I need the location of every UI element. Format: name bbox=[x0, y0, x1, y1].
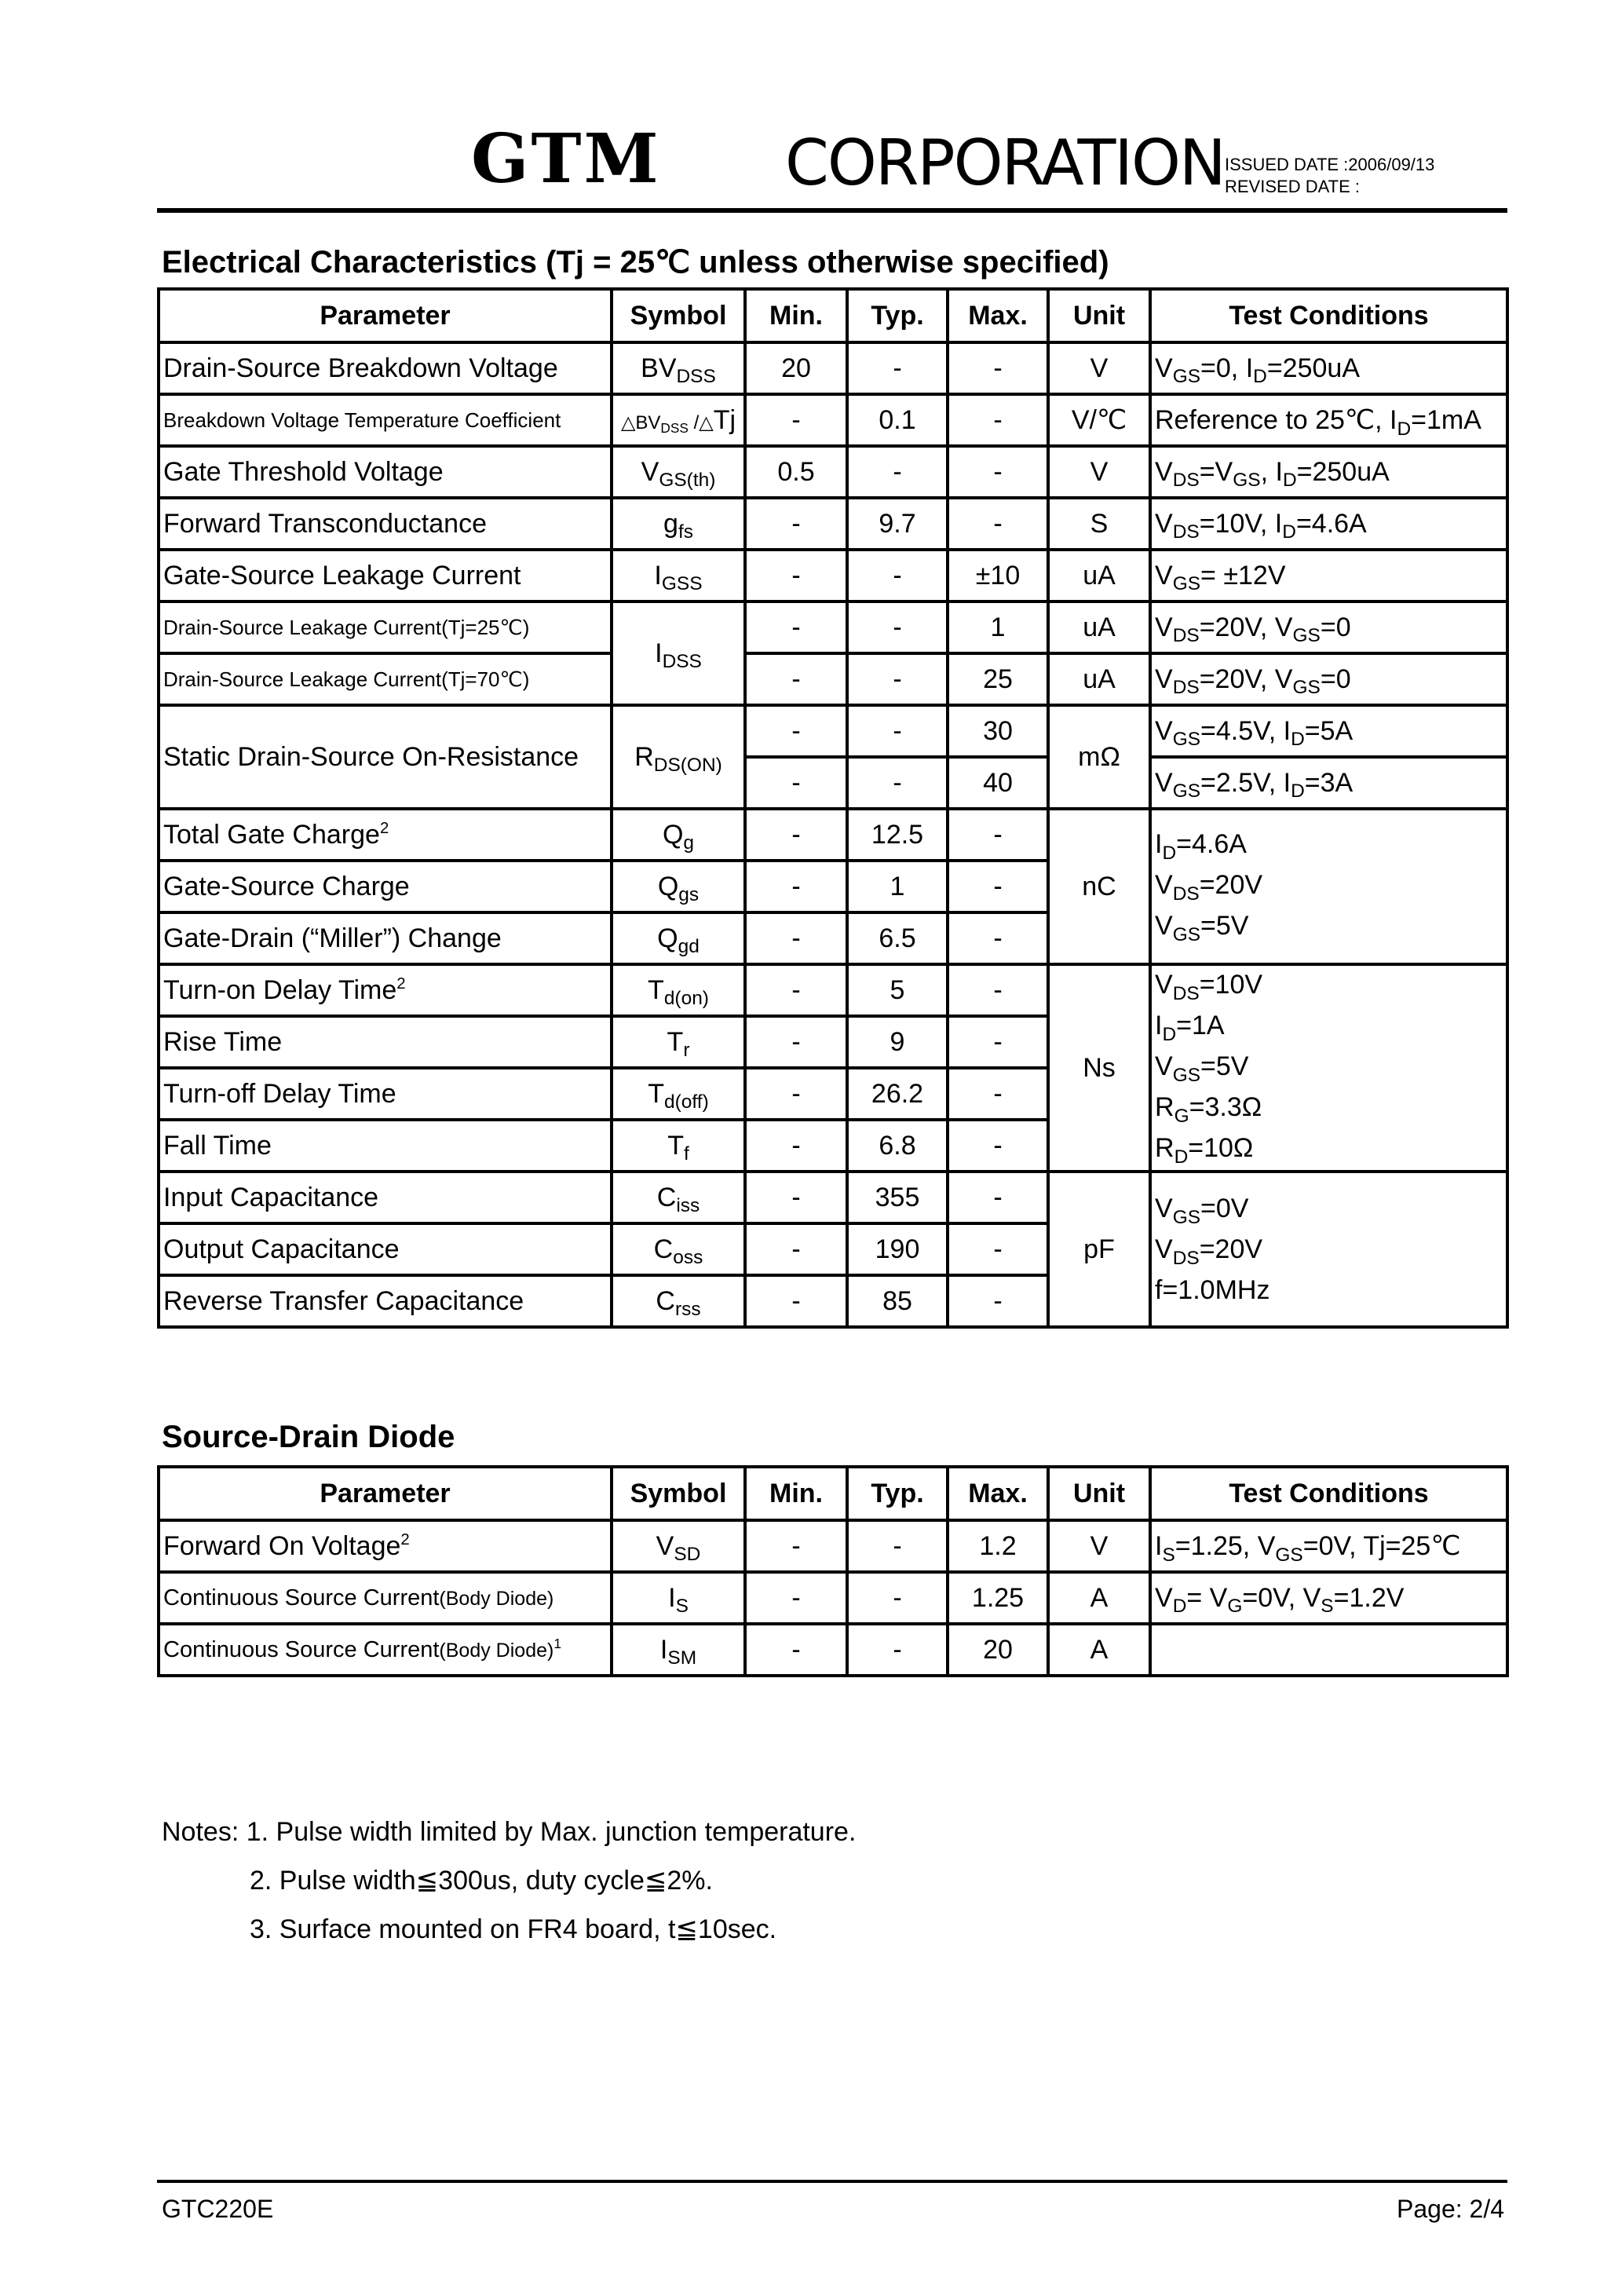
table-row bbox=[159, 446, 1507, 498]
table-header-row bbox=[159, 1467, 1507, 1520]
max-cell: 1 bbox=[948, 601, 1048, 653]
max-cell: ±10 bbox=[948, 550, 1048, 601]
max-cell: 30 bbox=[948, 705, 1048, 757]
unit-cell: V bbox=[1048, 342, 1150, 394]
min-cell: 0.5 bbox=[745, 446, 847, 498]
electrical-characteristics-title: Electrical Characteristics (Tj = 25℃ unless otherwise specified) bbox=[162, 245, 1109, 280]
parameter-note: (Body Diode) bbox=[439, 1639, 554, 1662]
min-cell: - bbox=[745, 1068, 847, 1120]
typ-cell: - bbox=[847, 342, 948, 394]
revised-date: REVISED DATE : bbox=[1225, 177, 1360, 196]
parameter-cell: Forward Transconductance bbox=[159, 498, 612, 550]
typ-cell: 85 bbox=[847, 1275, 948, 1327]
unit-cell: Ns bbox=[1048, 964, 1150, 1172]
typ-cell: 190 bbox=[847, 1223, 948, 1275]
unit-cell: uA bbox=[1048, 550, 1150, 601]
table-row bbox=[159, 550, 1507, 601]
min-cell: - bbox=[745, 1016, 847, 1068]
test-conditions-cell: $I_D=4.6A$ $V_{DS}=20V$ $V_{GS}=5V$ bbox=[1150, 809, 1507, 964]
parameter-cell: Total Gate Charge$^2$ bbox=[159, 809, 612, 861]
table-row bbox=[159, 964, 1507, 1016]
max-cell: 1.2 bbox=[948, 1520, 1048, 1572]
max-cell: - bbox=[948, 1120, 1048, 1172]
test-conditions-cell: $V_{DS}=V_{GS}$, $I_D=250uA$ bbox=[1150, 446, 1507, 498]
typ-cell: - bbox=[847, 1572, 948, 1624]
min-cell: - bbox=[745, 394, 847, 446]
typ-cell: 9.7 bbox=[847, 498, 948, 550]
parameter-cell: Gate-Source Charge bbox=[159, 861, 612, 912]
parameter-label: Continuous Source Current bbox=[163, 1585, 440, 1610]
typ-cell: - bbox=[847, 550, 948, 601]
symbol-cell: $g_{fs}$ bbox=[612, 498, 745, 550]
symbol-cell: $V_{SD}$ bbox=[612, 1520, 745, 1572]
table-row bbox=[159, 1624, 1507, 1676]
parameter-cell: Input Capacitance bbox=[159, 1172, 612, 1223]
page-number: Page: 2/4 bbox=[1397, 2195, 1504, 2223]
unit-cell: V/℃ bbox=[1048, 394, 1150, 446]
parameter-cell: Drain-Source Breakdown Voltage bbox=[159, 342, 612, 394]
symbol-cell: $T_f$ bbox=[612, 1120, 745, 1172]
max-cell: 1.25 bbox=[948, 1572, 1048, 1624]
note-line: 3. Surface mounted on FR4 board, t≦10sec. bbox=[250, 1914, 777, 1944]
symbol-cell: $BV_{DSS}$ bbox=[612, 342, 745, 394]
issued-date: ISSUED DATE :2006/09/13 bbox=[1225, 155, 1435, 174]
max-cell: 20 bbox=[948, 1624, 1048, 1676]
typ-cell: - bbox=[847, 653, 948, 705]
table-row bbox=[159, 1172, 1507, 1223]
symbol-cell: $I_{DSS}$ bbox=[612, 601, 745, 705]
typ-cell: - bbox=[847, 1520, 948, 1572]
unit-cell: S bbox=[1048, 498, 1150, 550]
unit-cell: V bbox=[1048, 1520, 1150, 1572]
parameter-cell: Drain-Source Leakage Current(Tj=25℃) bbox=[159, 601, 612, 653]
test-conditions-cell: $V_{DS}=20V$, $V_{GS}=0$ bbox=[1150, 601, 1507, 653]
parameter-cell: Fall Time bbox=[159, 1120, 612, 1172]
table-row bbox=[159, 394, 1507, 446]
table-row bbox=[159, 809, 1507, 861]
parameter-label: Total Gate Charge bbox=[163, 819, 380, 850]
test-conditions-cell: $V_{DS}=20V$, $V_{GS}=0$ bbox=[1150, 653, 1507, 705]
min-cell: - bbox=[745, 912, 847, 964]
header-min: Min. bbox=[745, 289, 847, 342]
parameter-label: Forward On Voltage bbox=[163, 1530, 401, 1561]
parameter-cell: Breakdown Voltage Temperature Coefficient bbox=[159, 394, 612, 446]
min-cell: - bbox=[745, 964, 847, 1016]
unit-cell: A bbox=[1048, 1572, 1150, 1624]
typ-cell: 6.8 bbox=[847, 1120, 948, 1172]
unit-cell: nC bbox=[1048, 809, 1150, 964]
min-cell: - bbox=[745, 498, 847, 550]
header-symbol: Symbol bbox=[612, 289, 745, 342]
typ-cell: - bbox=[847, 601, 948, 653]
table-row bbox=[159, 1572, 1507, 1624]
symbol-cell: $R_{DS(ON)}$ bbox=[612, 705, 745, 809]
typ-cell: 26.2 bbox=[847, 1068, 948, 1120]
test-conditions-cell: $V_{DS}=10V$ $I_D=1A$ $V_{GS}=5V$ $R_G=3.3\Omega$ $R_D=10\Omega$ bbox=[1150, 964, 1507, 1172]
test-conditions-cell: $V_{DS}=10V$, $I_D=4.6A$ bbox=[1150, 498, 1507, 550]
max-cell: - bbox=[948, 394, 1048, 446]
parameter-cell: Gate-Drain (“Miller”) Change bbox=[159, 912, 612, 964]
table-row bbox=[159, 342, 1507, 394]
test-conditions-cell: $V_{GS}=0$, $I_D=250uA$ bbox=[1150, 342, 1507, 394]
header-typ: Typ. bbox=[847, 1467, 948, 1520]
symbol-cell: $Q_g$ bbox=[612, 809, 745, 861]
table-row bbox=[159, 601, 1507, 653]
typ-cell: 355 bbox=[847, 1172, 948, 1223]
max-cell: - bbox=[948, 342, 1048, 394]
min-cell: - bbox=[745, 861, 847, 912]
test-conditions-cell bbox=[1150, 1624, 1507, 1676]
max-cell: - bbox=[948, 1068, 1048, 1120]
parameter-label: Continuous Source Current bbox=[163, 1636, 440, 1662]
typ-cell: - bbox=[847, 705, 948, 757]
min-cell: - bbox=[745, 1120, 847, 1172]
parameter-cell bbox=[159, 1572, 612, 1624]
typ-cell: 6.5 bbox=[847, 912, 948, 964]
typ-cell: 0.1 bbox=[847, 394, 948, 446]
symbol-cell: $I_S$ bbox=[612, 1572, 745, 1624]
table-row bbox=[159, 498, 1507, 550]
max-cell: - bbox=[948, 1275, 1048, 1327]
date-block bbox=[1225, 154, 1434, 198]
max-cell: - bbox=[948, 498, 1048, 550]
footer-divider bbox=[157, 2180, 1507, 2183]
header-symbol: Symbol bbox=[612, 1467, 745, 1520]
test-conditions-cell: $V_{GS}= \pm 12V$ bbox=[1150, 550, 1507, 601]
min-cell: - bbox=[745, 1624, 847, 1676]
header-test-conditions: Test Conditions bbox=[1150, 289, 1507, 342]
typ-cell: 5 bbox=[847, 964, 948, 1016]
parameter-cell: Static Drain-Source On-Resistance bbox=[159, 705, 612, 809]
min-cell: - bbox=[745, 1520, 847, 1572]
parameter-label: Turn-on Delay Time bbox=[163, 974, 397, 1005]
table-header-row bbox=[159, 289, 1507, 342]
max-cell: - bbox=[948, 912, 1048, 964]
unit-cell: mΩ bbox=[1048, 705, 1150, 809]
parameter-cell: Gate Threshold Voltage bbox=[159, 446, 612, 498]
max-cell: - bbox=[948, 1223, 1048, 1275]
min-cell: - bbox=[745, 757, 847, 809]
table-row bbox=[159, 1520, 1507, 1572]
symbol-cell: $T_r$ bbox=[612, 1016, 745, 1068]
min-cell: - bbox=[745, 1172, 847, 1223]
header-max: Max. bbox=[948, 289, 1048, 342]
min-cell: - bbox=[745, 601, 847, 653]
header-parameter: Parameter bbox=[159, 1467, 612, 1520]
min-cell: - bbox=[745, 550, 847, 601]
parameter-cell: Output Capacitance bbox=[159, 1223, 612, 1275]
symbol-cell: $Q_{gd}$ bbox=[612, 912, 745, 964]
min-cell: 20 bbox=[745, 342, 847, 394]
unit-cell: uA bbox=[1048, 653, 1150, 705]
notes-block bbox=[162, 1808, 856, 1954]
min-cell: - bbox=[745, 809, 847, 861]
typ-cell: 1 bbox=[847, 861, 948, 912]
min-cell: - bbox=[745, 1572, 847, 1624]
header-divider bbox=[157, 208, 1507, 213]
parameter-cell: Forward On Voltage$^2$ bbox=[159, 1520, 612, 1572]
parameter-cell: Rise Time bbox=[159, 1016, 612, 1068]
parameter-cell: Turn-off Delay Time bbox=[159, 1068, 612, 1120]
part-number: GTC220E bbox=[162, 2195, 274, 2223]
parameter-cell: Reverse Transfer Capacitance bbox=[159, 1275, 612, 1327]
company-logo: GTM bbox=[471, 119, 661, 199]
unit-cell: V bbox=[1048, 446, 1150, 498]
test-conditions-cell: Reference to 25℃, $I_D=1mA$ bbox=[1150, 394, 1507, 446]
source-drain-diode-title: Source-Drain Diode bbox=[162, 1420, 455, 1454]
header-parameter: Parameter bbox=[159, 289, 612, 342]
min-cell: - bbox=[745, 1275, 847, 1327]
header-min: Min. bbox=[745, 1467, 847, 1520]
note-line: 2. Pulse width≦300us, duty cycle≦2%. bbox=[250, 1866, 713, 1896]
table-row bbox=[159, 705, 1507, 757]
min-cell: - bbox=[745, 653, 847, 705]
header-max: Max. bbox=[948, 1467, 1048, 1520]
typ-cell: - bbox=[847, 757, 948, 809]
symbol-cell: $I_{SM}$ bbox=[612, 1624, 745, 1676]
company-name: CORPORATION bbox=[785, 126, 1225, 199]
typ-cell: 12.5 bbox=[847, 809, 948, 861]
test-conditions-cell: $V_{GS}=2.5V$, $I_D=3A$ bbox=[1150, 757, 1507, 809]
typ-cell: - bbox=[847, 446, 948, 498]
min-cell: - bbox=[745, 1223, 847, 1275]
parameter-cell: Turn-on Delay Time$^2$ bbox=[159, 964, 612, 1016]
symbol-cell: $T_{d(off)}$ bbox=[612, 1068, 745, 1120]
unit-cell: A bbox=[1048, 1624, 1150, 1676]
max-cell: 40 bbox=[948, 757, 1048, 809]
max-cell: - bbox=[948, 1016, 1048, 1068]
max-cell: - bbox=[948, 446, 1048, 498]
max-cell: 25 bbox=[948, 653, 1048, 705]
unit-cell: uA bbox=[1048, 601, 1150, 653]
table-row bbox=[159, 653, 1507, 705]
typ-cell: 9 bbox=[847, 1016, 948, 1068]
parameter-note: (Body Diode) bbox=[439, 1587, 554, 1610]
typ-cell: - bbox=[847, 1624, 948, 1676]
symbol-cell: $C_{rss}$ bbox=[612, 1275, 745, 1327]
header-test-conditions: Test Conditions bbox=[1150, 1467, 1507, 1520]
header-unit: Unit bbox=[1048, 1467, 1150, 1520]
note-line: Notes: 1. Pulse width limited by Max. junction temperature. bbox=[162, 1817, 857, 1847]
symbol-cell: $T_{d(on)}$ bbox=[612, 964, 745, 1016]
symbol-cell: $V_{GS(th)}$ bbox=[612, 446, 745, 498]
test-conditions-cell: $I_S=1.25$, $V_{GS}=0V$, Tj=25℃ bbox=[1150, 1520, 1507, 1572]
parameter-cell: Gate-Source Leakage Current bbox=[159, 550, 612, 601]
max-cell: - bbox=[948, 861, 1048, 912]
header-typ: Typ. bbox=[847, 289, 948, 342]
max-cell: - bbox=[948, 1172, 1048, 1223]
test-conditions-cell: $V_{GS}=4.5V$, $I_D=5A$ bbox=[1150, 705, 1507, 757]
test-conditions-cell: $V_{GS}=0V$ $V_{DS}=20V$ f=1.0MHz bbox=[1150, 1172, 1507, 1327]
source-drain-diode-table bbox=[157, 1465, 1509, 1677]
symbol-cell: $I_{GSS}$ bbox=[612, 550, 745, 601]
max-cell: - bbox=[948, 809, 1048, 861]
header-unit: Unit bbox=[1048, 289, 1150, 342]
page-header bbox=[0, 0, 1622, 220]
symbol-cell: $C_{oss}$ bbox=[612, 1223, 745, 1275]
parameter-cell: Drain-Source Leakage Current(Tj=70℃) bbox=[159, 653, 612, 705]
symbol-cell: $C_{iss}$ bbox=[612, 1172, 745, 1223]
symbol-cell: $Q_{gs}$ bbox=[612, 861, 745, 912]
max-cell: - bbox=[948, 964, 1048, 1016]
min-cell: - bbox=[745, 705, 847, 757]
test-conditions-cell: $V_D= V_G=0V$, $V_S=1.2V$ bbox=[1150, 1572, 1507, 1624]
symbol-cell: $\triangle BV_{DSS}$ /△Tj bbox=[612, 394, 745, 446]
parameter-cell: Continuous Source Current(Body Diode)$^1$ bbox=[159, 1624, 612, 1676]
unit-cell: pF bbox=[1048, 1172, 1150, 1327]
electrical-characteristics-table bbox=[157, 287, 1509, 1329]
